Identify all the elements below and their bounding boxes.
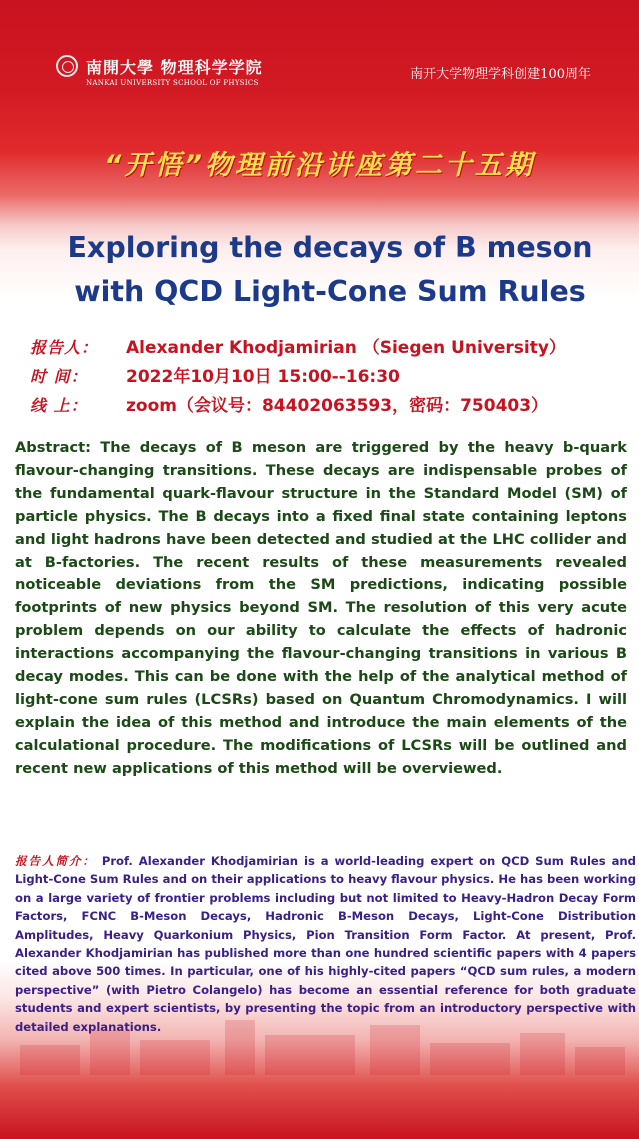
- speaker-row: [30, 333, 630, 362]
- university-seal-icon: [56, 55, 78, 77]
- time-value: 2022年10月10日 15:00--16:30: [126, 367, 400, 387]
- talk-title-line-1: Exploring the decays of B meson: [67, 231, 593, 264]
- university-logo-english: NANKAI UNIVERSITY SCHOOL OF PHYSICS: [86, 79, 259, 87]
- abstract-paragraph: Abstract: The decays of B meson are triggered by the heavy b-quark flavour-changing transitions. These decays are indispensable probes of the fundamental quark-flavour structure in the Standard Model (SM) of particle physics. The B decays into a fixed final state containing leptons and light hadrons have been detected and studied at the LHC collider and at B-factories. The recent results of these measurements revealed noticeable deviations from the SM predictions, indicating possible footprints of new physics beyond SM. The resolution of this very acute problem depends on our ability to calculate the effects of hadronic interactions accompanying the flavour-changing transitions in various B decay modes. This can be done with the help of the analytical method of light-cone sum rules (LCSRs) based on Quantum Chromodynamics. I will explain the idea of this method and introduce the main elements of the calculational procedure. The modifications of LCSRs will be outlined and recent new applications of this method will be overviewed.: [15, 439, 627, 777]
- talk-title-line-2: with QCD Light-Cone Sum Rules: [74, 275, 586, 308]
- campus-buildings-silhouette: [0, 1005, 639, 1075]
- bio-text: Prof. Alexander Khodjamirian is a world-leading expert on QCD Sum Rules and Light-Cone Sum Rules and on their applications to heavy flavour physics. He has been working on a large variety of frontier problems including but not limited to Heavy-Hadron Decay Form Factors, FCNC B-Meson Decays, Hadronic B-Meson Decays, Light-Cone Distribution Amplitudes, Heavy Quarkonium Physics, Pion Transition Form Factor. At present, Prof. Alexander Khodjamirian has published more than one hundred scientific papers with 4 papers cited above 500 times. In particular, one of his highly-cited papers “QCD sum rules, a modern perspective” (with Pietro Colangelo) has become an essential reference for both graduate students and expert scientists, by presenting the topic from an introductory perspective with detailed explanations.: [15, 854, 636, 1034]
- time-row: [30, 362, 630, 391]
- talk-title: [40, 226, 620, 314]
- time-label: 时 间：: [30, 367, 88, 386]
- online-label: 线 上：: [30, 396, 88, 415]
- university-logo-name: 南開大學 物理科学学院: [86, 58, 263, 77]
- online-row: [30, 391, 630, 420]
- anniversary-text: 南开大学物理学科创建100周年: [410, 67, 591, 82]
- poster-header: [0, 0, 639, 100]
- speaker-value: Alexander Khodjamirian （Siegen University）: [126, 338, 566, 358]
- online-value: zoom（会议号：84402063593，密码：750403）: [126, 396, 549, 416]
- lecture-series-title: “开悟”物理前沿讲座第二十五期: [104, 150, 535, 181]
- talk-info: [30, 333, 630, 420]
- bio-label: 报告人简介：: [15, 854, 96, 868]
- speaker-label: 报告人：: [30, 338, 99, 357]
